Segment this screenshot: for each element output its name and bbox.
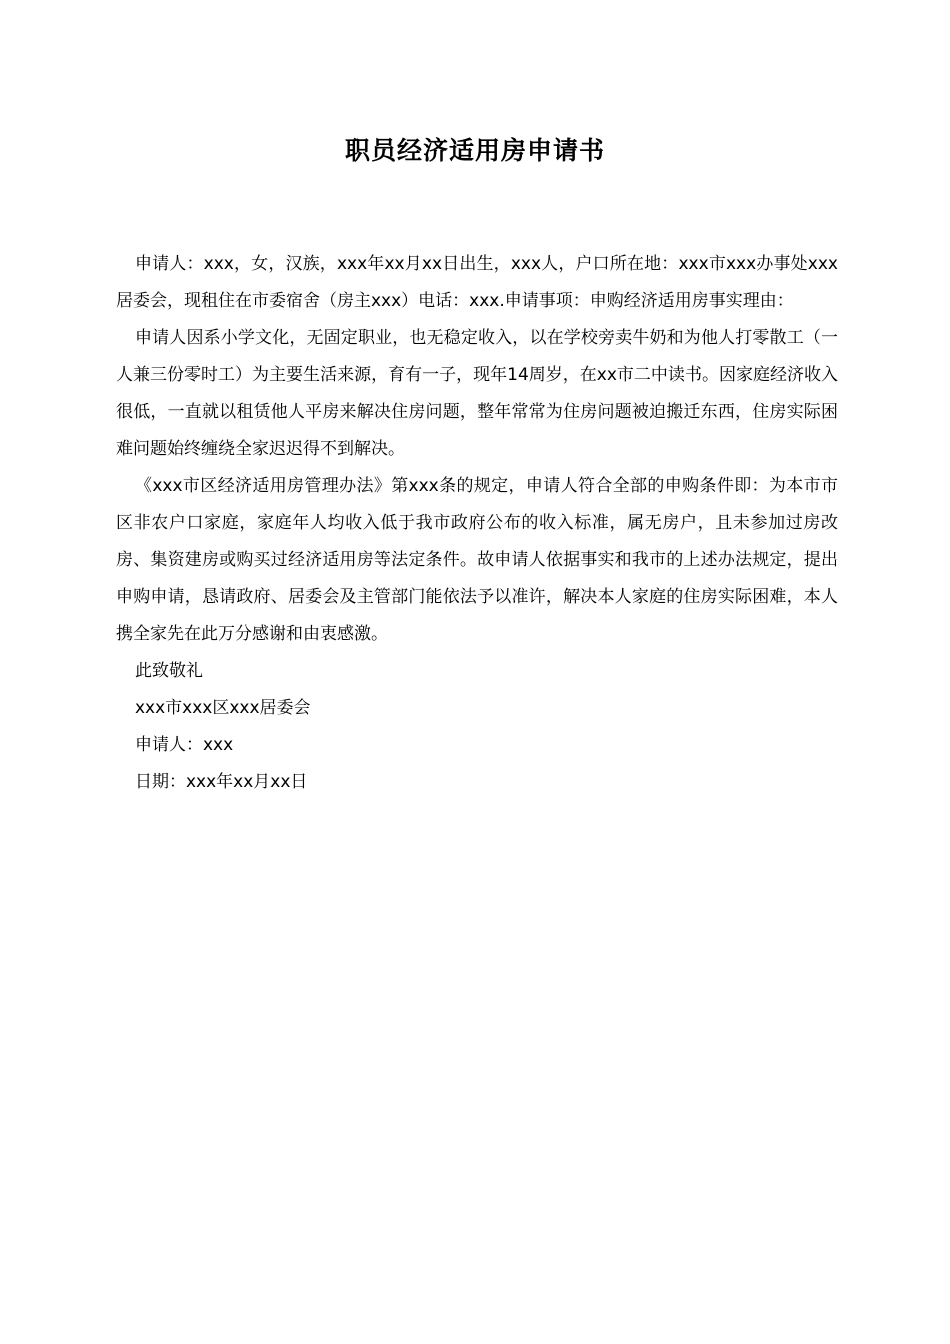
applicant-line: 申请人：xxx [135,735,234,755]
paragraph-reasons: 申请人因系小学文化，无固定职业，也无稳定收入，以在学校旁卖牛奶和为他人打零散工（一人兼三份零时工）为主要生活来源，育有一子，现年14周岁，在xx市二中读书。因家庭经济收入很低，一直就以租赁他人平房来解决住房问题，整年常常为住房问题被迫搬迁东西，住房实际困难问题始终缠绕全家迟迟得不到解决。 [116,328,838,459]
closing-salutation: 此致敬礼 [135,661,203,681]
document-body [116,246,838,801]
document-title: 职员经济适用房申请书 [344,136,605,165]
recipient-line: xxx市xxx区xxx居委会 [135,698,311,718]
paragraph-applicant-info: 申请人：xxx，女，汉族，xxx年xx月xx日出生，xxx人，户口所在地：xxx市xxx办事处xxx居委会，现租住在市委宿舍（房主xxx）电话：xxx.申请事项：申购经济适用房事实理由： [116,254,838,311]
paragraph-regulation: 《xxx市区经济适用房管理办法》第xxx条的规定，申请人符合全部的申购条件即：为本市市区非农户口家庭，家庭年人均收入低于我市政府公布的收入标准，属无房户，且未参加过房改房、集资建房或购买过经济适用房等法定条件。故申请人依据事实和我市的上述办法规定，提出申购申请，恳请政府、居委会及主管部门能依法予以准许，解决本人家庭的住房实际困难，本人携全家先在此万分感谢和由衷感激。 [116,476,838,644]
date-line: 日期：xxx年xx月xx日 [135,772,308,792]
